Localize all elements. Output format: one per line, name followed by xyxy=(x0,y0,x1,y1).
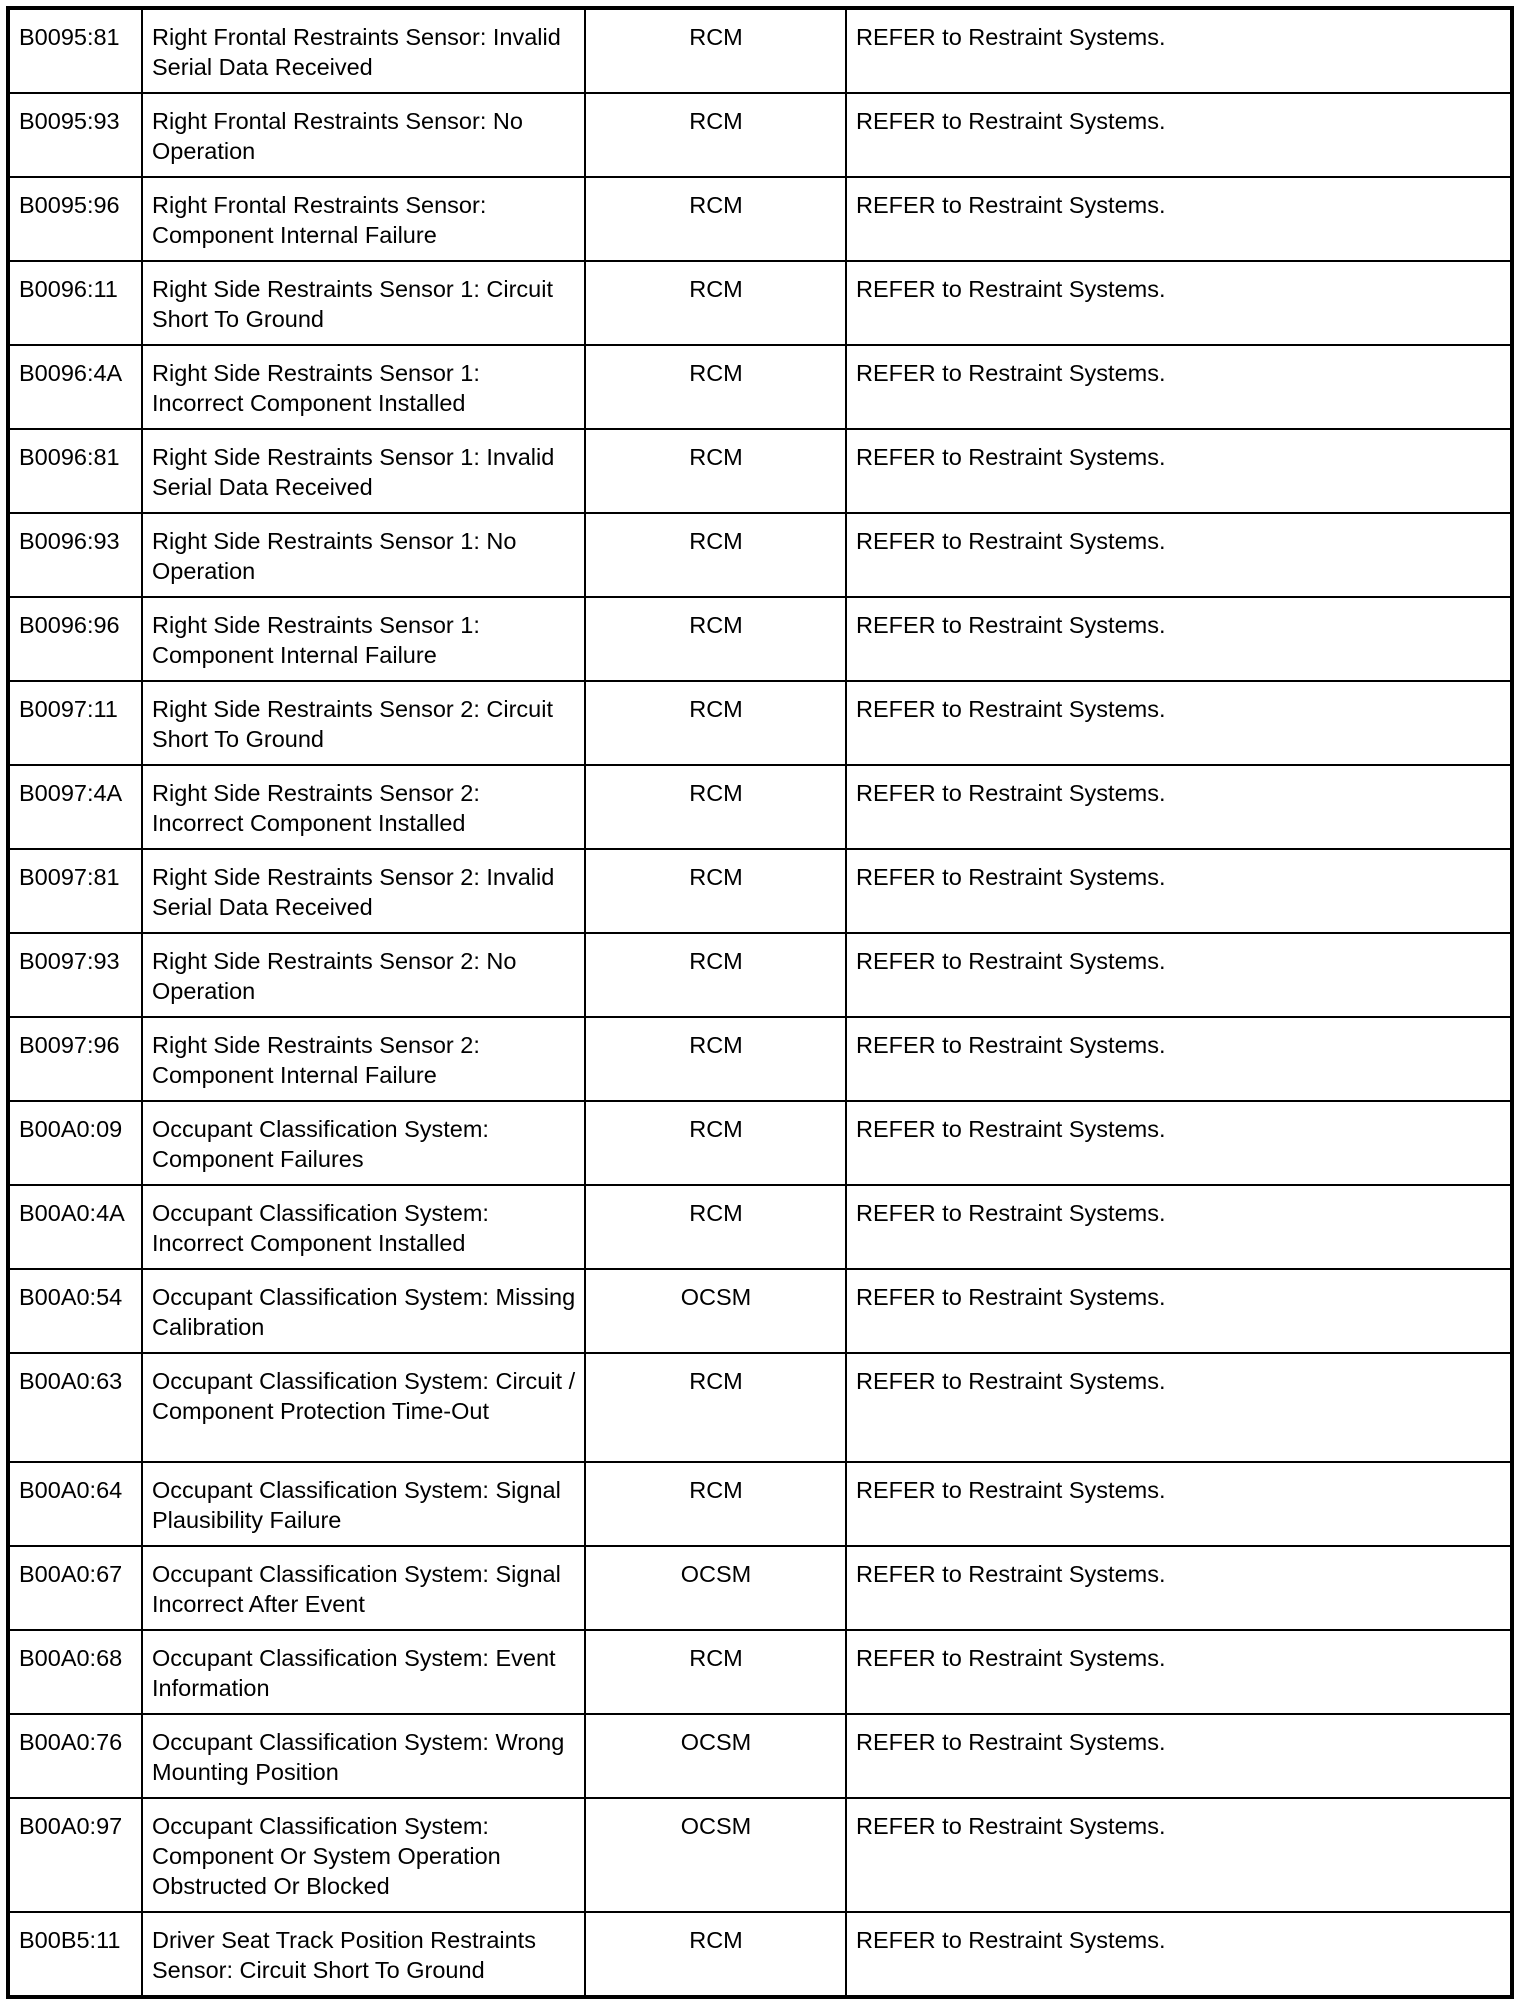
table-row xyxy=(8,1798,1512,1912)
dtc-description: Occupant Classification System: Circuit / Component Protection Time-Out xyxy=(142,1353,585,1462)
table-row xyxy=(8,1269,1512,1353)
dtc-code: B0095:93 xyxy=(8,93,142,177)
dtc-description: Right Side Restraints Sensor 2: Invalid Serial Data Received xyxy=(142,849,585,933)
dtc-action: REFER to Restraint Systems. xyxy=(846,1185,1512,1269)
dtc-code: B0097:4A xyxy=(8,765,142,849)
dtc-action: REFER to Restraint Systems. xyxy=(846,1017,1512,1101)
dtc-module: RCM xyxy=(585,681,846,765)
dtc-code: B00A0:97 xyxy=(8,1798,142,1912)
dtc-code: B00A0:54 xyxy=(8,1269,142,1353)
dtc-code: B00A0:67 xyxy=(8,1546,142,1630)
dtc-description: Occupant Classification System: Component Or System Operation Obstructed Or Blocked xyxy=(142,1798,585,1912)
dtc-module: RCM xyxy=(585,93,846,177)
dtc-description: Occupant Classification System: Component Failures xyxy=(142,1101,585,1185)
dtc-code: B0095:96 xyxy=(8,177,142,261)
dtc-module: RCM xyxy=(585,1017,846,1101)
dtc-action: REFER to Restraint Systems. xyxy=(846,1798,1512,1912)
dtc-action: REFER to Restraint Systems. xyxy=(846,345,1512,429)
dtc-action: REFER to Restraint Systems. xyxy=(846,1546,1512,1630)
table-row xyxy=(8,1101,1512,1185)
dtc-code: B0096:11 xyxy=(8,261,142,345)
dtc-code: B0097:11 xyxy=(8,681,142,765)
dtc-action: REFER to Restraint Systems. xyxy=(846,1630,1512,1714)
dtc-table-sheet xyxy=(6,6,1514,1999)
dtc-action: REFER to Restraint Systems. xyxy=(846,513,1512,597)
dtc-action: REFER to Restraint Systems. xyxy=(846,261,1512,345)
dtc-code: B00A0:64 xyxy=(8,1462,142,1546)
dtc-description: Occupant Classification System: Signal Incorrect After Event xyxy=(142,1546,585,1630)
table-row xyxy=(8,1185,1512,1269)
dtc-description: Occupant Classification System: Event Information xyxy=(142,1630,585,1714)
table-row xyxy=(8,1714,1512,1798)
dtc-module: RCM xyxy=(585,765,846,849)
dtc-module: OCSM xyxy=(585,1546,846,1630)
table-row xyxy=(8,1462,1512,1546)
table-row xyxy=(8,429,1512,513)
dtc-action: REFER to Restraint Systems. xyxy=(846,681,1512,765)
dtc-description: Right Side Restraints Sensor 2: Component Internal Failure xyxy=(142,1017,585,1101)
table-row xyxy=(8,1630,1512,1714)
dtc-action: REFER to Restraint Systems. xyxy=(846,933,1512,1017)
dtc-module: RCM xyxy=(585,1185,846,1269)
dtc-description: Right Side Restraints Sensor 2: No Operation xyxy=(142,933,585,1017)
dtc-module: RCM xyxy=(585,429,846,513)
dtc-description: Right Side Restraints Sensor 1: Circuit Short To Ground xyxy=(142,261,585,345)
dtc-code: B0097:93 xyxy=(8,933,142,1017)
dtc-module: RCM xyxy=(585,1912,846,1997)
dtc-description: Right Side Restraints Sensor 2: Incorrect Component Installed xyxy=(142,765,585,849)
dtc-action: REFER to Restraint Systems. xyxy=(846,1269,1512,1353)
dtc-code: B00A0:4A xyxy=(8,1185,142,1269)
dtc-code: B0096:4A xyxy=(8,345,142,429)
dtc-module: OCSM xyxy=(585,1798,846,1912)
dtc-description: Right Frontal Restraints Sensor: Invalid Serial Data Received xyxy=(142,8,585,93)
dtc-description: Driver Seat Track Position Restraints Sensor: Circuit Short To Ground xyxy=(142,1912,585,1997)
dtc-module: RCM xyxy=(585,849,846,933)
dtc-module: RCM xyxy=(585,513,846,597)
dtc-action: REFER to Restraint Systems. xyxy=(846,1101,1512,1185)
table-row xyxy=(8,933,1512,1017)
dtc-action: REFER to Restraint Systems. xyxy=(846,1912,1512,1997)
dtc-module: RCM xyxy=(585,1462,846,1546)
dtc-code: B0096:96 xyxy=(8,597,142,681)
dtc-description: Occupant Classification System: Incorrect Component Installed xyxy=(142,1185,585,1269)
dtc-action: REFER to Restraint Systems. xyxy=(846,429,1512,513)
table-row xyxy=(8,93,1512,177)
dtc-action: REFER to Restraint Systems. xyxy=(846,597,1512,681)
table-row xyxy=(8,8,1512,93)
dtc-table xyxy=(6,6,1514,1999)
dtc-action: REFER to Restraint Systems. xyxy=(846,849,1512,933)
dtc-action: REFER to Restraint Systems. xyxy=(846,1353,1512,1462)
dtc-module: RCM xyxy=(585,345,846,429)
table-row xyxy=(8,513,1512,597)
table-row xyxy=(8,681,1512,765)
dtc-code: B00A0:76 xyxy=(8,1714,142,1798)
dtc-action: REFER to Restraint Systems. xyxy=(846,765,1512,849)
table-row xyxy=(8,1017,1512,1101)
table-row xyxy=(8,765,1512,849)
dtc-action: REFER to Restraint Systems. xyxy=(846,8,1512,93)
table-row xyxy=(8,261,1512,345)
dtc-code: B00A0:09 xyxy=(8,1101,142,1185)
dtc-module: RCM xyxy=(585,261,846,345)
dtc-module: OCSM xyxy=(585,1714,846,1798)
dtc-description: Right Side Restraints Sensor 2: Circuit Short To Ground xyxy=(142,681,585,765)
dtc-description: Right Frontal Restraints Sensor: No Operation xyxy=(142,93,585,177)
dtc-description: Right Frontal Restraints Sensor: Component Internal Failure xyxy=(142,177,585,261)
table-row xyxy=(8,1912,1512,1997)
dtc-action: REFER to Restraint Systems. xyxy=(846,1462,1512,1546)
dtc-description: Right Side Restraints Sensor 1: No Operation xyxy=(142,513,585,597)
dtc-module: RCM xyxy=(585,1101,846,1185)
table-row xyxy=(8,849,1512,933)
dtc-description: Occupant Classification System: Wrong Mounting Position xyxy=(142,1714,585,1798)
dtc-code: B00A0:68 xyxy=(8,1630,142,1714)
dtc-action: REFER to Restraint Systems. xyxy=(846,93,1512,177)
dtc-module: RCM xyxy=(585,177,846,261)
dtc-module: RCM xyxy=(585,933,846,1017)
dtc-description: Right Side Restraints Sensor 1: Incorrect Component Installed xyxy=(142,345,585,429)
table-row xyxy=(8,1546,1512,1630)
dtc-description: Occupant Classification System: Missing Calibration xyxy=(142,1269,585,1353)
dtc-module: OCSM xyxy=(585,1269,846,1353)
dtc-module: RCM xyxy=(585,8,846,93)
dtc-table-body xyxy=(8,8,1512,1997)
dtc-code: B00B5:11 xyxy=(8,1912,142,1997)
dtc-description: Right Side Restraints Sensor 1: Invalid Serial Data Received xyxy=(142,429,585,513)
table-row xyxy=(8,345,1512,429)
dtc-code: B0097:96 xyxy=(8,1017,142,1101)
dtc-code: B0095:81 xyxy=(8,8,142,93)
dtc-code: B0096:93 xyxy=(8,513,142,597)
table-row xyxy=(8,597,1512,681)
dtc-code: B00A0:63 xyxy=(8,1353,142,1462)
table-row xyxy=(8,1353,1512,1462)
dtc-module: RCM xyxy=(585,597,846,681)
dtc-module: RCM xyxy=(585,1353,846,1462)
dtc-action: REFER to Restraint Systems. xyxy=(846,177,1512,261)
dtc-description: Right Side Restraints Sensor 1: Component Internal Failure xyxy=(142,597,585,681)
dtc-code: B0097:81 xyxy=(8,849,142,933)
dtc-code: B0096:81 xyxy=(8,429,142,513)
dtc-description: Occupant Classification System: Signal Plausibility Failure xyxy=(142,1462,585,1546)
dtc-action: REFER to Restraint Systems. xyxy=(846,1714,1512,1798)
dtc-module: RCM xyxy=(585,1630,846,1714)
table-row xyxy=(8,177,1512,261)
